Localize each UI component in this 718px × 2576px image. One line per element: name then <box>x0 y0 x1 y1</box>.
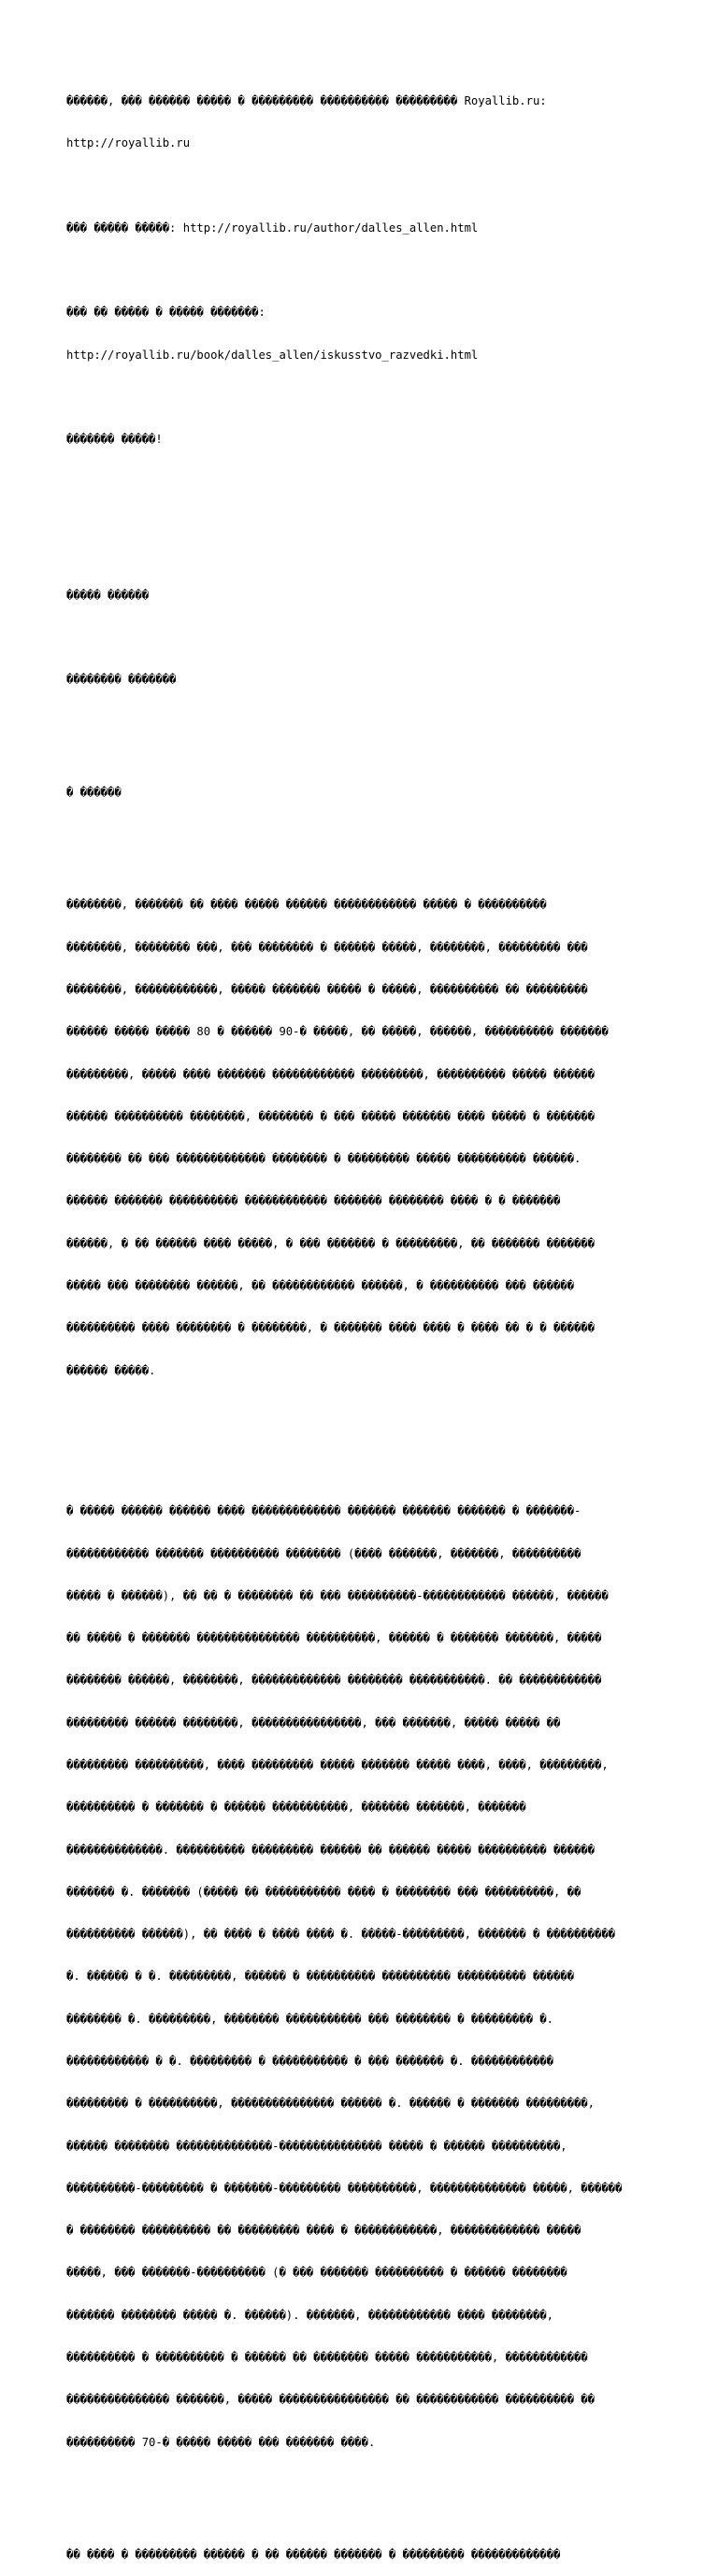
paragraph-line: ���������� ������), �� ���� � ���� ���� �. �����-���������, ������� � ���������� <box>66 1928 615 1942</box>
book-title: �������� ������� <box>66 673 177 687</box>
header-line-1: ������, ��� ������ ����� � ��������� ���������� ��������� Royallib.ru: <box>66 94 547 108</box>
paragraph-line: ��������, �������� ���, ��� �������� � ������ �����, ��������, ��������� ��� <box>66 940 588 954</box>
paragraph-line: ��������� ����������, ���� ��������� ����� ������� ����� ����, ����, ���������, <box>66 1758 609 1772</box>
paragraph-2 <box>66 1476 646 2478</box>
paragraph-line: ��������, ������� �� ���� ����� ������ ������������ ����� � ���������� <box>66 898 547 912</box>
author-name: ����� ������ <box>66 588 150 602</box>
paragraph-line: ��������������� �������, ����� ���������������� �� ������������ ���������� �� <box>66 2393 595 2407</box>
paragraph-line: ������ ������� ���������� ������������ ������� �������� ���� � � ������� <box>66 1194 561 1208</box>
paragraph-line: �������� �� ��� ������������� �������� � ��������� ����� ���������� ������. <box>66 1152 582 1166</box>
paragraph-line: ������������ ������� ���������� �������� (���� �������, �������, ���������� <box>66 1546 582 1560</box>
paragraph-line: ��������� ������ ��������, ����������������, ��� �������, ����� ����� �� <box>66 1715 561 1729</box>
paragraph-line: ����� � ������), �� �� � �������� �� ��� ����������-������������ ������, ������ <box>66 1588 609 1602</box>
paragraph-line: ������, � �� ������ ���� �����, � ��� ������� � ���������, �� ������� ������� <box>66 1236 595 1250</box>
section-title: � ������ <box>66 785 122 799</box>
paragraph-3-start: �� ���� � ��������� ������ � �� ������ ������� � ��������� ������������� <box>66 2548 561 2562</box>
paragraph-line: ������ ���������� ��������, �������� � ��� ����� ������� ���� ����� � ������� <box>66 1109 595 1123</box>
paragraph-line: ��������, ������������, ����� ������� ����� � �����, ���������� �� ��������� <box>66 982 588 996</box>
author-link-line[interactable]: ��� ����� �����: http://royallib.ru/author/dalles_allen.html <box>66 221 479 235</box>
paragraph-line: ���������� 70-� ����� ����� ��� ������� ����. <box>66 2435 376 2449</box>
paragraph-1 <box>66 870 646 1406</box>
paragraph-line: ����������-��������� � �������-��������� ����������, �������������� �����, ������ <box>66 2181 623 2195</box>
paragraph-line: ������� �. ������� (����� �� ����������� ���� � �������� ��� ����������, �� <box>66 1885 582 1899</box>
book-text <box>66 66 646 2576</box>
book-link[interactable]: http://royallib.ru/book/dalles_allen/iskusstvo_razvedki.html <box>66 348 479 362</box>
site-link[interactable]: http://royallib.ru <box>66 136 191 150</box>
paragraph-line: ���������� � ������� � ������ �����������, ������� �������, ������� <box>66 1800 526 1815</box>
paragraph-line: ������ �������� ��������������-��������������� ����� � ������ ����������, <box>66 2139 567 2153</box>
paragraph-line: ��������������. ���������� ��������� ������ �� ������ ����� ���������� ������ <box>66 1843 595 1857</box>
paragraph-line: �. ������ � �. ���������, ������ � ���������� ���������� ���������� ������ <box>66 1970 574 1984</box>
paragraph-line: �� ����� � ������� ��������������� ����������, ������ � ������� �������, ����� <box>66 1631 602 1645</box>
farewell-text: ������� �����! <box>66 433 163 447</box>
paragraph-line: ���������� ���� �������� � ��������, � ������� ���� ���� � ���� �� � � ������ <box>66 1321 595 1335</box>
paragraph-line: ������������ � �. ��������� � ����������� � ��� ������� �. ������������ <box>66 2055 553 2068</box>
paragraph-line: ��������� � ����������, ��������������� ������ �. ������ � ������� ���������, <box>66 2097 595 2111</box>
paragraph-line: �������� �. ���������, �������� ����������� ��� �������� � ��������� �. <box>66 2012 553 2026</box>
paragraph-line: ���������, ����� ���� ������� ������������ ���������, ���������� ����� ������ <box>66 1067 595 1081</box>
paragraph-line: �������� ������, ��������, ������������� �������� �����������. �� ������������ <box>66 1673 602 1687</box>
paragraph-line: � �������� ���������� �� ��������� ���� � ������������, ������������� ����� <box>66 2224 582 2238</box>
paragraph-line: ������ ����� ����� 80 � ������ 90-� �����, �� �����, ������, ���������� ������� <box>66 1025 609 1039</box>
paragraph-line: � ����� ������ ������ ���� ������������� ������� ������� ������� � �������- <box>66 1504 582 1518</box>
paragraph-line: ����� ��� �������� ������, �� ������������ ������, � ���������� ��� ������ <box>66 1278 574 1292</box>
paragraph-line: �����, ��� �������-���������� (� ��� ������� ���������� � ������ �������� <box>66 2266 567 2280</box>
paragraph-line: ���������� � ���������� � ������ �� �������� ����� �����������, ������������ <box>66 2350 588 2364</box>
paragraph-line: ������� �������� ����� �. ������). �������, ������������ ���� ��������, <box>66 2308 553 2322</box>
paragraph-line: ������ �����. <box>66 1363 156 1377</box>
book-link-label: ��� �� ����� � ����� �������: <box>66 306 266 320</box>
